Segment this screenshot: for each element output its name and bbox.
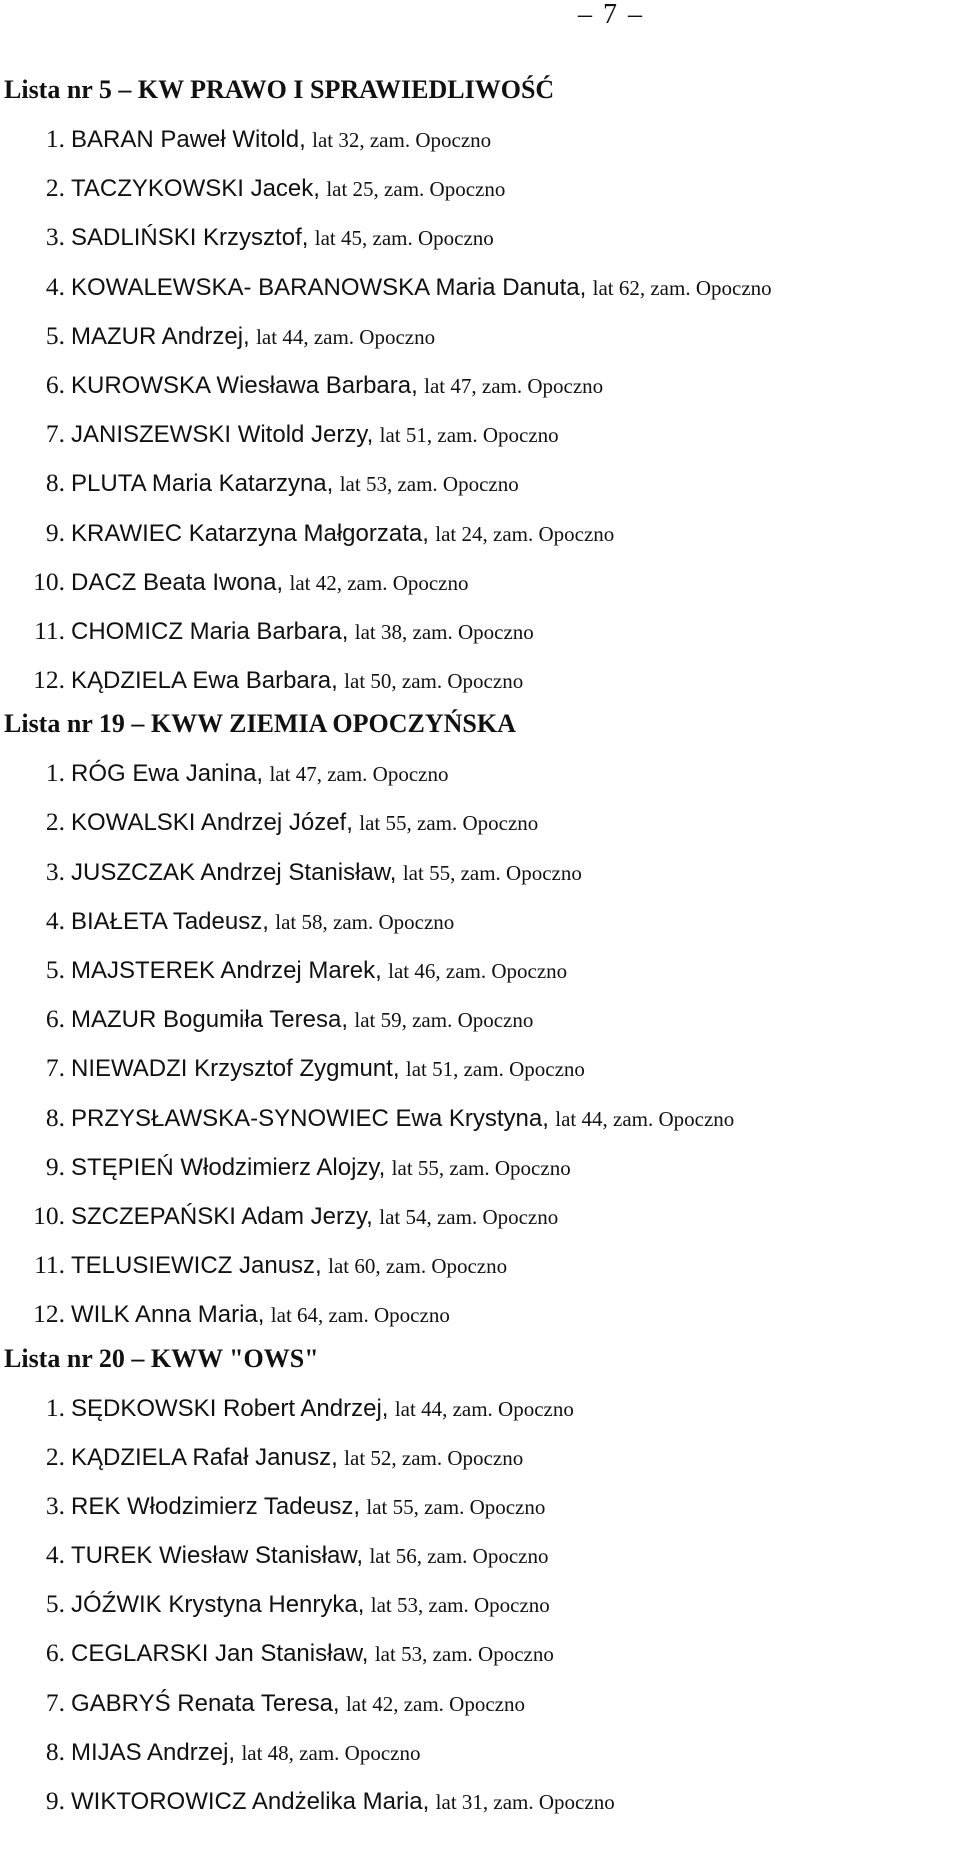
- candidate-name: RÓG Ewa Janina,: [71, 760, 264, 788]
- candidate-name: WILK Anna Maria,: [71, 1301, 265, 1329]
- candidate-row: [4, 1043, 954, 1092]
- candidate-row: [4, 748, 954, 797]
- candidate-details: lat 58, zam. Opoczno: [275, 909, 455, 934]
- candidate-details: lat 38, zam. Opoczno: [354, 619, 534, 644]
- candidate-row: [4, 1579, 954, 1628]
- candidate-number: 5.: [45, 1589, 65, 1619]
- candidate-details: lat 53, zam. Opoczno: [370, 1593, 550, 1618]
- candidate-details: lat 60, zam. Opoczno: [328, 1254, 508, 1279]
- candidate-number: 5.: [45, 320, 65, 350]
- candidate-row: [4, 1240, 954, 1289]
- candidate-row: [4, 1628, 954, 1677]
- candidate-name: KRAWIEC Katarzyna Małgorzata,: [71, 519, 429, 547]
- candidate-number: 6.: [45, 1638, 65, 1668]
- candidate-details: lat 44, zam. Opoczno: [256, 324, 436, 349]
- candidate-row: [4, 212, 954, 261]
- candidate-name: JUSZCZAK Andrzej Stanisław,: [71, 858, 397, 886]
- candidate-number: 8.: [45, 1736, 65, 1766]
- candidate-name: TUREK Wiesław Stanisław,: [71, 1542, 364, 1570]
- list-section-19: [4, 708, 954, 1338]
- candidate-row: [4, 360, 954, 409]
- candidate-name: JANISZEWSKI Witold Jerzy,: [71, 421, 374, 449]
- candidate-number: 12.: [33, 1299, 65, 1329]
- candidate-name: CHOMICZ Maria Barbara,: [71, 617, 349, 645]
- candidate-number: 1.: [45, 1392, 65, 1422]
- candidate-details: lat 24, zam. Opoczno: [435, 521, 615, 546]
- candidate-row: [4, 1481, 954, 1530]
- candidate-number: 3.: [45, 856, 65, 886]
- candidate-details: lat 51, zam. Opoczno: [405, 1057, 585, 1082]
- candidate-name: NIEWADZI Krzysztof Zygmunt,: [71, 1055, 400, 1083]
- candidate-number: 7.: [45, 1687, 65, 1717]
- candidate-row: [4, 945, 954, 994]
- candidate-number: 12.: [33, 665, 65, 695]
- candidate-lists: [4, 74, 954, 1829]
- candidate-details: lat 32, zam. Opoczno: [312, 128, 492, 152]
- candidate-row: [4, 606, 954, 655]
- candidate-row: [4, 896, 954, 945]
- candidate-name: GABRYŚ Renata Teresa,: [71, 1689, 340, 1717]
- candidate-name: MIJAS Andrzej,: [71, 1738, 236, 1766]
- candidate-details: lat 55, zam. Opoczno: [366, 1494, 546, 1519]
- candidate-name: SĘDKOWSKI Robert Andrzej,: [71, 1394, 389, 1422]
- candidate-row: [4, 655, 954, 704]
- list-heading: Lista nr 20 – KWW "OWS": [4, 1343, 319, 1373]
- candidate-row: [4, 262, 954, 311]
- candidate-row: [4, 1289, 954, 1338]
- candidate-number: 5.: [45, 955, 65, 984]
- candidate-number: 4.: [45, 1540, 65, 1570]
- candidate-name: BIAŁETA Tadeusz,: [71, 907, 269, 935]
- candidate-row: [4, 1093, 954, 1142]
- candidate-number: 6.: [45, 369, 65, 399]
- candidate-number: 6.: [45, 1004, 65, 1034]
- candidate-details: lat 55, zam. Opoczno: [359, 811, 539, 836]
- candidate-name: WIKTOROWICZ Andżelika Maria,: [71, 1788, 430, 1815]
- candidate-number: 2.: [45, 1441, 65, 1471]
- candidate-name: MAZUR Andrzej,: [71, 322, 250, 350]
- candidate-row: [4, 1530, 954, 1579]
- candidate-name: CEGLARSKI Jan Stanisław,: [71, 1640, 369, 1668]
- candidate-details: lat 47, zam. Opoczno: [424, 373, 604, 398]
- candidate-number: 8.: [45, 1102, 65, 1132]
- candidate-row: [4, 1776, 954, 1825]
- candidate-details: lat 54, zam. Opoczno: [379, 1204, 559, 1229]
- candidate-details: lat 53, zam. Opoczno: [374, 1642, 554, 1667]
- candidate-details: lat 45, zam. Opoczno: [314, 226, 494, 251]
- candidate-name: MAJSTEREK Andrzej Marek,: [71, 957, 382, 984]
- candidate-name: KOWALEWSKA- BARANOWSKA Maria Danuta,: [71, 273, 587, 301]
- candidate-row: [4, 847, 954, 896]
- candidate-name: KOWALSKI Andrzej Józef,: [71, 809, 353, 837]
- candidate-name: KĄDZIELA Ewa Barbara,: [71, 667, 338, 695]
- list-heading: Lista nr 5 – KW PRAWO I SPRAWIEDLIWOŚĆ: [4, 75, 555, 104]
- candidate-name: DACZ Beata Iwona,: [71, 568, 284, 596]
- candidate-row: [4, 1191, 954, 1240]
- candidate-number: 9.: [45, 1151, 65, 1181]
- candidate-list: [4, 114, 954, 704]
- candidate-row: [4, 1142, 954, 1191]
- candidate-name: SZCZEPAŃSKI Adam Jerzy,: [71, 1202, 373, 1230]
- candidate-details: lat 53, zam. Opoczno: [339, 472, 519, 497]
- candidate-name: KUROWSKA Wiesława Barbara,: [71, 371, 418, 399]
- candidate-number: 2.: [45, 807, 65, 837]
- candidate-row: [4, 1678, 954, 1727]
- candidate-details: lat 44, zam. Opoczno: [394, 1396, 574, 1421]
- candidate-name: STĘPIEŃ Włodzimierz Alojzy,: [71, 1153, 386, 1181]
- candidate-name: KĄDZIELA Rafał Janusz,: [71, 1443, 338, 1471]
- candidate-number: 2.: [45, 173, 65, 203]
- candidate-name: MAZUR Bogumiła Teresa,: [71, 1006, 348, 1034]
- candidate-number: 11.: [34, 615, 65, 645]
- candidate-number: 1.: [45, 124, 65, 153]
- candidate-list: [4, 1383, 954, 1826]
- candidate-details: lat 25, zam. Opoczno: [326, 177, 506, 202]
- candidate-row: [4, 409, 954, 458]
- candidate-row: [4, 458, 954, 507]
- list-section-5: [4, 74, 954, 704]
- list-section-20: [4, 1343, 954, 1826]
- candidate-name: JÓŹWIK Krystyna Henryka,: [71, 1591, 365, 1619]
- candidate-number: 3.: [45, 222, 65, 252]
- candidate-number: 4.: [45, 905, 65, 935]
- candidate-name: TELUSIEWICZ Janusz,: [71, 1252, 322, 1280]
- candidate-details: lat 50, zam. Opoczno: [344, 669, 524, 694]
- candidate-details: lat 52, zam. Opoczno: [344, 1445, 524, 1470]
- candidate-number: 3.: [45, 1490, 65, 1520]
- candidate-row: [4, 797, 954, 846]
- candidate-details: lat 46, zam. Opoczno: [388, 959, 568, 983]
- page-number: – 7 –: [578, 0, 644, 30]
- candidate-name: SADLIŃSKI Krzysztof,: [71, 224, 309, 252]
- candidate-row: [4, 1727, 954, 1776]
- candidate-row: [4, 557, 954, 606]
- candidate-name: PLUTA Maria Katarzyna,: [71, 470, 334, 498]
- candidate-number: 9.: [45, 1786, 65, 1815]
- candidate-row: [4, 994, 954, 1043]
- candidate-number: 7.: [45, 419, 65, 449]
- candidate-row: [4, 114, 954, 163]
- candidate-details: lat 48, zam. Opoczno: [241, 1740, 421, 1765]
- candidate-number: 11.: [34, 1250, 65, 1280]
- candidate-number: 7.: [45, 1053, 65, 1083]
- candidate-row: [4, 1383, 954, 1432]
- candidate-name: PRZYSŁAWSKA-SYNOWIEC Ewa Krystyna,: [71, 1104, 549, 1132]
- candidate-name: TACZYKOWSKI Jacek,: [71, 175, 320, 203]
- candidate-number: 4.: [45, 271, 65, 301]
- candidate-details: lat 31, zam. Opoczno: [435, 1790, 615, 1814]
- candidate-number: 9.: [45, 517, 65, 547]
- candidate-name: REK Włodzimierz Tadeusz,: [71, 1492, 360, 1520]
- candidate-name: BARAN Paweł Witold,: [71, 126, 306, 153]
- candidate-details: lat 42, zam. Opoczno: [289, 570, 469, 595]
- candidate-details: lat 62, zam. Opoczno: [592, 275, 772, 300]
- candidate-row: [4, 311, 954, 360]
- candidate-list: [4, 748, 954, 1338]
- candidate-number: 10.: [33, 566, 65, 596]
- candidate-details: lat 55, zam. Opoczno: [391, 1155, 571, 1180]
- candidate-details: lat 47, zam. Opoczno: [269, 762, 449, 787]
- candidate-row: [4, 163, 954, 212]
- candidate-details: lat 56, zam. Opoczno: [369, 1544, 549, 1569]
- candidate-row: [4, 1432, 954, 1481]
- candidate-number: 8.: [45, 468, 65, 498]
- candidate-details: lat 51, zam. Opoczno: [379, 423, 559, 448]
- candidate-details: lat 42, zam. Opoczno: [345, 1691, 525, 1716]
- candidate-details: lat 44, zam. Opoczno: [555, 1106, 735, 1131]
- candidate-details: lat 64, zam. Opoczno: [270, 1303, 450, 1328]
- candidate-details: lat 55, zam. Opoczno: [402, 860, 582, 885]
- candidate-number: 10.: [33, 1200, 65, 1230]
- list-heading: Lista nr 19 – KWW ZIEMIA OPOCZYŃSKA: [4, 709, 516, 739]
- candidate-number: 1.: [45, 758, 65, 788]
- candidate-row: [4, 508, 954, 557]
- candidate-details: lat 59, zam. Opoczno: [354, 1008, 534, 1033]
